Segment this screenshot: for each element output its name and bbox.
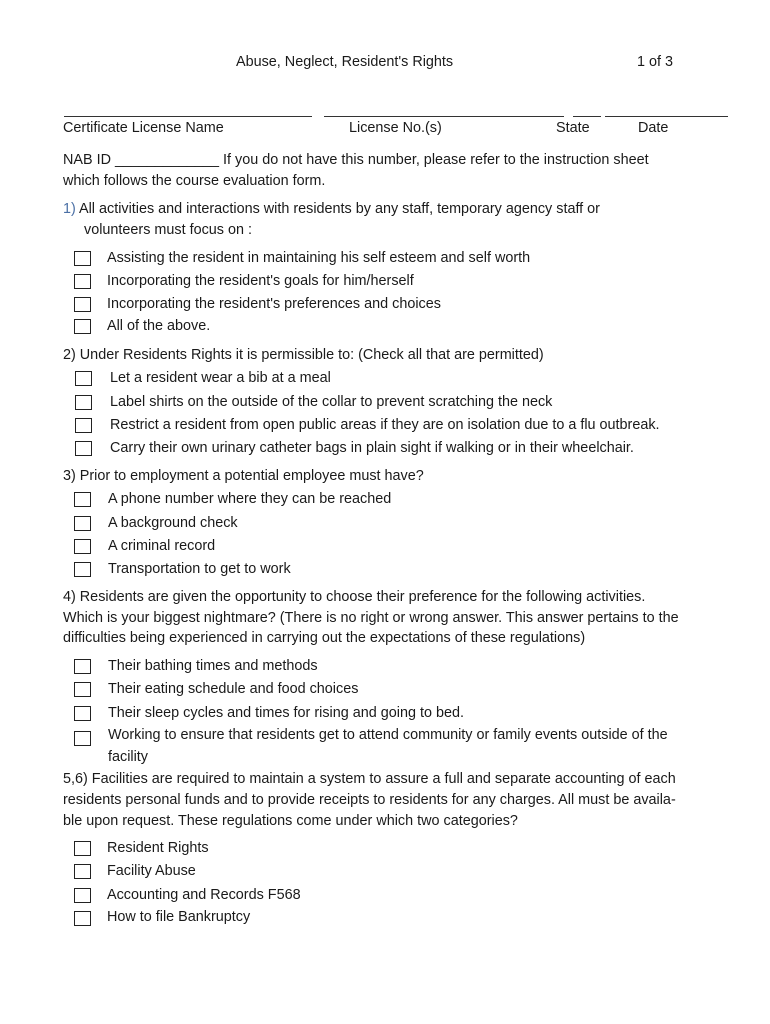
q56-option-4-checkbox[interactable] (74, 911, 91, 926)
q2-option-3-checkbox[interactable] (75, 418, 92, 433)
nab-id-note: which follows the course evaluation form. (63, 173, 326, 189)
q56-option-4-label: How to file Bankruptcy (107, 909, 251, 925)
q4-option-1-label: Their bathing times and methods (108, 658, 318, 674)
state-line[interactable] (573, 116, 601, 117)
q3-option-2-checkbox[interactable] (74, 516, 91, 531)
q3-option-1-label: A phone number where they can be reached (108, 491, 392, 507)
q2-option-3-label: Restrict a resident from open public areas if they are on isolation due to a flu outbreak. (110, 417, 660, 433)
q1-option-2-checkbox[interactable] (74, 274, 91, 289)
q2-option-1-label: Let a resident wear a bib at a meal (110, 370, 331, 386)
q56-option-2-checkbox[interactable] (74, 864, 91, 879)
q4-option-4-label: Working to ensure that residents get to attend community or family events outside of the (108, 727, 668, 743)
q4-option-2-label: Their eating schedule and food choices (108, 681, 359, 697)
question-1-number: 1) (63, 201, 76, 217)
question-4-line-2: Which is your biggest nightmare? (There is no right or wrong answer. This answer pertains to the (63, 610, 679, 626)
question-4-line-1: 4) Residents are given the opportunity to choose their preference for the following activities. (63, 589, 646, 605)
q4-option-2-checkbox[interactable] (74, 682, 91, 697)
question-5-6-line-2: residents personal funds and to provide receipts to residents for any charges. All must be availa- (63, 792, 676, 808)
q2-option-4-checkbox[interactable] (75, 441, 92, 456)
question-2: 2) Under Residents Rights it is permissible to: (Check all that are permitted) (63, 347, 544, 363)
q2-option-2-label: Label shirts on the outside of the collar to prevent scratching the neck (110, 394, 553, 410)
page-title: Abuse, Neglect, Resident's Rights (236, 54, 454, 70)
page-number: 1 of 3 (637, 54, 674, 70)
date-label: Date (638, 120, 669, 136)
date-line[interactable] (605, 116, 728, 117)
question-5-6-line-3: ble upon request. These regulations come under which two categories? (63, 813, 518, 829)
state-label: State (556, 120, 590, 136)
q4-option-1-checkbox[interactable] (74, 659, 91, 674)
q56-option-1-checkbox[interactable] (74, 841, 91, 856)
q56-option-3-label: Accounting and Records F568 (107, 887, 301, 903)
question-1-text: All activities and interactions with residents by any staff, temporary agency staff or (75, 201, 600, 217)
q4-option-3-label: Their sleep cycles and times for rising and going to bed. (108, 705, 464, 721)
license-label: License No.(s) (349, 120, 442, 136)
q1-option-2-label: Incorporating the resident's goals for him/herself (107, 273, 414, 289)
question-1 (63, 201, 600, 217)
q56-option-1-label: Resident Rights (107, 840, 209, 856)
q1-option-1-label: Assisting the resident in maintaining his self esteem and self worth (107, 250, 531, 266)
certificate-name-line[interactable] (64, 116, 312, 117)
q3-option-3-label: A criminal record (108, 538, 216, 554)
nab-id-line: NAB ID _____________ If you do not have this number, please refer to the instruction sheet (63, 152, 649, 168)
q1-option-1-checkbox[interactable] (74, 251, 91, 266)
q3-option-2-label: A background check (108, 515, 238, 531)
q1-option-3-label: Incorporating the resident's preferences and choices (107, 296, 441, 312)
question-1-text-cont: volunteers must focus on : (84, 222, 252, 238)
question-4-line-3: difficulties being experienced in carrying out the expectations of these regulations) (63, 630, 586, 646)
q1-option-4-label: All of the above. (107, 318, 211, 334)
q56-option-3-checkbox[interactable] (74, 888, 91, 903)
q3-option-3-checkbox[interactable] (74, 539, 91, 554)
question-5-6-line-1: 5,6) Facilities are required to maintain a system to assure a full and separate accounting of each (63, 771, 676, 787)
question-3: 3) Prior to employment a potential employee must have? (63, 468, 424, 484)
q4-option-4-label-cont: facility (108, 749, 148, 765)
q4-option-3-checkbox[interactable] (74, 706, 91, 721)
certificate-label: Certificate License Name (63, 120, 224, 136)
q3-option-1-checkbox[interactable] (74, 492, 91, 507)
q2-option-4-label: Carry their own urinary catheter bags in plain sight if walking or in their wheelchair. (110, 440, 634, 456)
q1-option-3-checkbox[interactable] (74, 297, 91, 312)
q4-option-4-checkbox[interactable] (74, 731, 91, 746)
q2-option-1-checkbox[interactable] (75, 371, 92, 386)
q56-option-2-label: Facility Abuse (107, 863, 196, 879)
q3-option-4-checkbox[interactable] (74, 562, 91, 577)
q3-option-4-label: Transportation to get to work (108, 561, 291, 577)
license-number-line[interactable] (324, 116, 564, 117)
q2-option-2-checkbox[interactable] (75, 395, 92, 410)
q1-option-4-checkbox[interactable] (74, 319, 91, 334)
